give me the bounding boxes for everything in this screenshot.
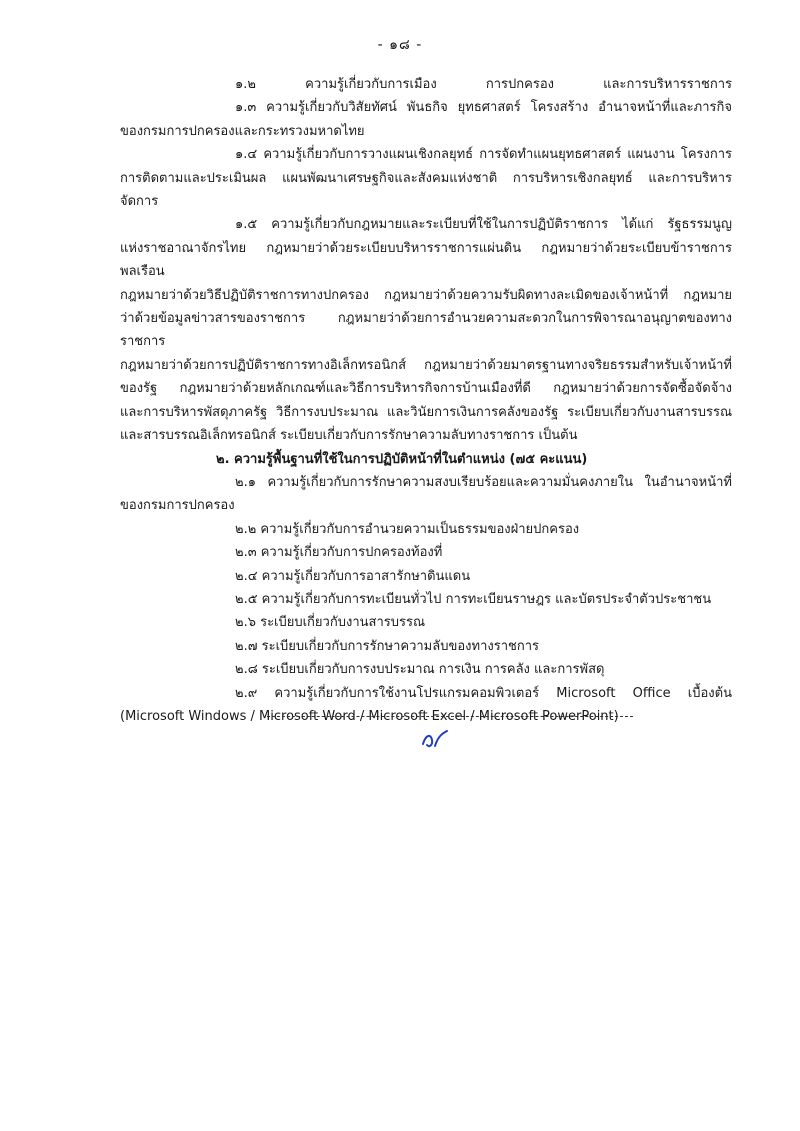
item-1-5-line-8: และสารบรรณอิเล็กทรอนิกส์ ระเบียบเกี่ยวกับการรักษาความลับทางราชการ เป็นต้น (120, 428, 578, 444)
item-1-5-line-3: กฎหมายว่าด้วยวิธีปฏิบัติราชการทางปกครอง กฎหมายว่าด้วยความรับผิดทางละเมิดของเจ้าหน้าที่ กฎหมาย (120, 287, 732, 303)
item-2-3: ๒.๓ ความรู้เกี่ยวกับการปกครองท้องที่ (235, 545, 443, 561)
item-2-5: ๒.๕ ความรู้เกี่ยวกับการทะเบียนทั่วไป การทะเบียนราษฎร และบัตรประจำตัวประชาชน (235, 591, 712, 607)
document-body (120, 73, 732, 728)
item-1-5-line-6: ของรัฐ กฎหมายว่าด้วยหลักเกณฑ์และวิธีการบริหารกิจการบ้านเมืองที่ดี กฎหมายว่าด้วยการจัดซื้อจัดจ้าง (120, 381, 732, 397)
item-2-1-line-2: ของกรมการปกครอง (120, 498, 235, 514)
item-2-6: ๒.๖ ระเบียบเกี่ยวกับงานสารบรรณ (235, 615, 425, 631)
item-1-3-line-1: ๑.๓ ความรู้เกี่ยวกับวิสัยทัศน์ พันธกิจ ยุทธศาสตร์ โครงสร้าง อำนาจหน้าที่และภารกิจ (235, 100, 732, 116)
item-1-5-line-5: กฎหมายว่าด้วยการปฏิบัติราชการทางอิเล็กทรอนิกส์ กฎหมายว่าด้วยมาตรฐานทางจริยธรรมสำหรับเจ้าหน้าที่ (120, 357, 732, 373)
item-1-5-line-2: แห่งราชอาณาจักรไทย กฎหมายว่าด้วยระเบียบบริหารราชการแผ่นดิน กฎหมายว่าด้วยระเบียบข้าราชการพลเรือน (120, 240, 732, 280)
item-2-2: ๒.๒ ความรู้เกี่ยวกับการอำนวยความเป็นธรรมของฝ่ายปกครอง (235, 521, 580, 537)
page-number: - ๑๘ - (377, 37, 423, 53)
section-2-heading: ๒. ความรู้พื้นฐานที่ใช้ในการปฏิบัติหน้าที่ในตำแหน่ง (๗๕ คะแนน) (216, 451, 588, 467)
item-1-5-line-1: ๑.๕ ความรู้เกี่ยวกับกฎหมายและระเบียบที่ใช้ในการปฏิบัติราชการ ได้แก่ รัฐธรรมนูญ (235, 217, 732, 233)
item-2-1-line-1: ๒.๑ ความรู้เกี่ยวกับการรักษาความสงบเรียบร้อยและความมั่นคงภายใน ในอำนาจหน้าที่ (235, 474, 732, 490)
item-1-2: ๑.๒ ความรู้เกี่ยวกับการเมือง การปกครอง และการบริหารราชการ (235, 77, 732, 92)
end-divider (267, 716, 633, 717)
item-2-8: ๒.๘ ระเบียบเกี่ยวกับการงบประมาณ การเงิน การคลัง และการพัสดุ (235, 662, 605, 678)
item-1-4-line-1: ๑.๔ ความรู้เกี่ยวกับการวางแผนเชิงกลยุทธ์ การจัดทำแผนยุทธศาสตร์ แผนงาน โครงการ (235, 147, 732, 163)
item-1-5-line-4: ว่าด้วยข้อมูลข่าวสารของราชการ กฎหมายว่าด้วยการอำนวยความสะดวกในการพิจารณาอนุญาตของทางราชการ (120, 311, 732, 350)
item-1-3-line-2: ของกรมการปกครองและกระทรวงมหาดไทย (120, 123, 365, 139)
item-2-9-line-1: ๒.๙ ความรู้เกี่ยวกับการใช้งานโปรแกรมคอมพิวเตอร์ Microsoft Office เบื้องต้น (235, 685, 732, 701)
item-2-4: ๒.๔ ความรู้เกี่ยวกับการอาสารักษาดินแดน (235, 568, 471, 584)
item-1-5-line-7: และการบริหารพัสดุภาครัฐ วิธีการงบประมาณ และวินัยการเงินการคลังของรัฐ ระเบียบเกี่ยวกับงานสารบรรณ (120, 404, 732, 420)
item-2-9-line-2: (Microsoft Windows / Microsoft Word / Microsoft Excel / Microsoft PowerPoint) (120, 708, 619, 724)
item-2-7: ๒.๗ ระเบียบเกี่ยวกับการรักษาความลับของทางราชการ (235, 638, 539, 654)
item-1-4-line-2: การติดตามและประเมินผล แผนพัฒนาเศรษฐกิจและสังคมแห่งชาติ การบริหารเชิงกลยุทธ์ และการบริหารจัดการ (120, 170, 732, 210)
signature-icon (420, 728, 450, 752)
